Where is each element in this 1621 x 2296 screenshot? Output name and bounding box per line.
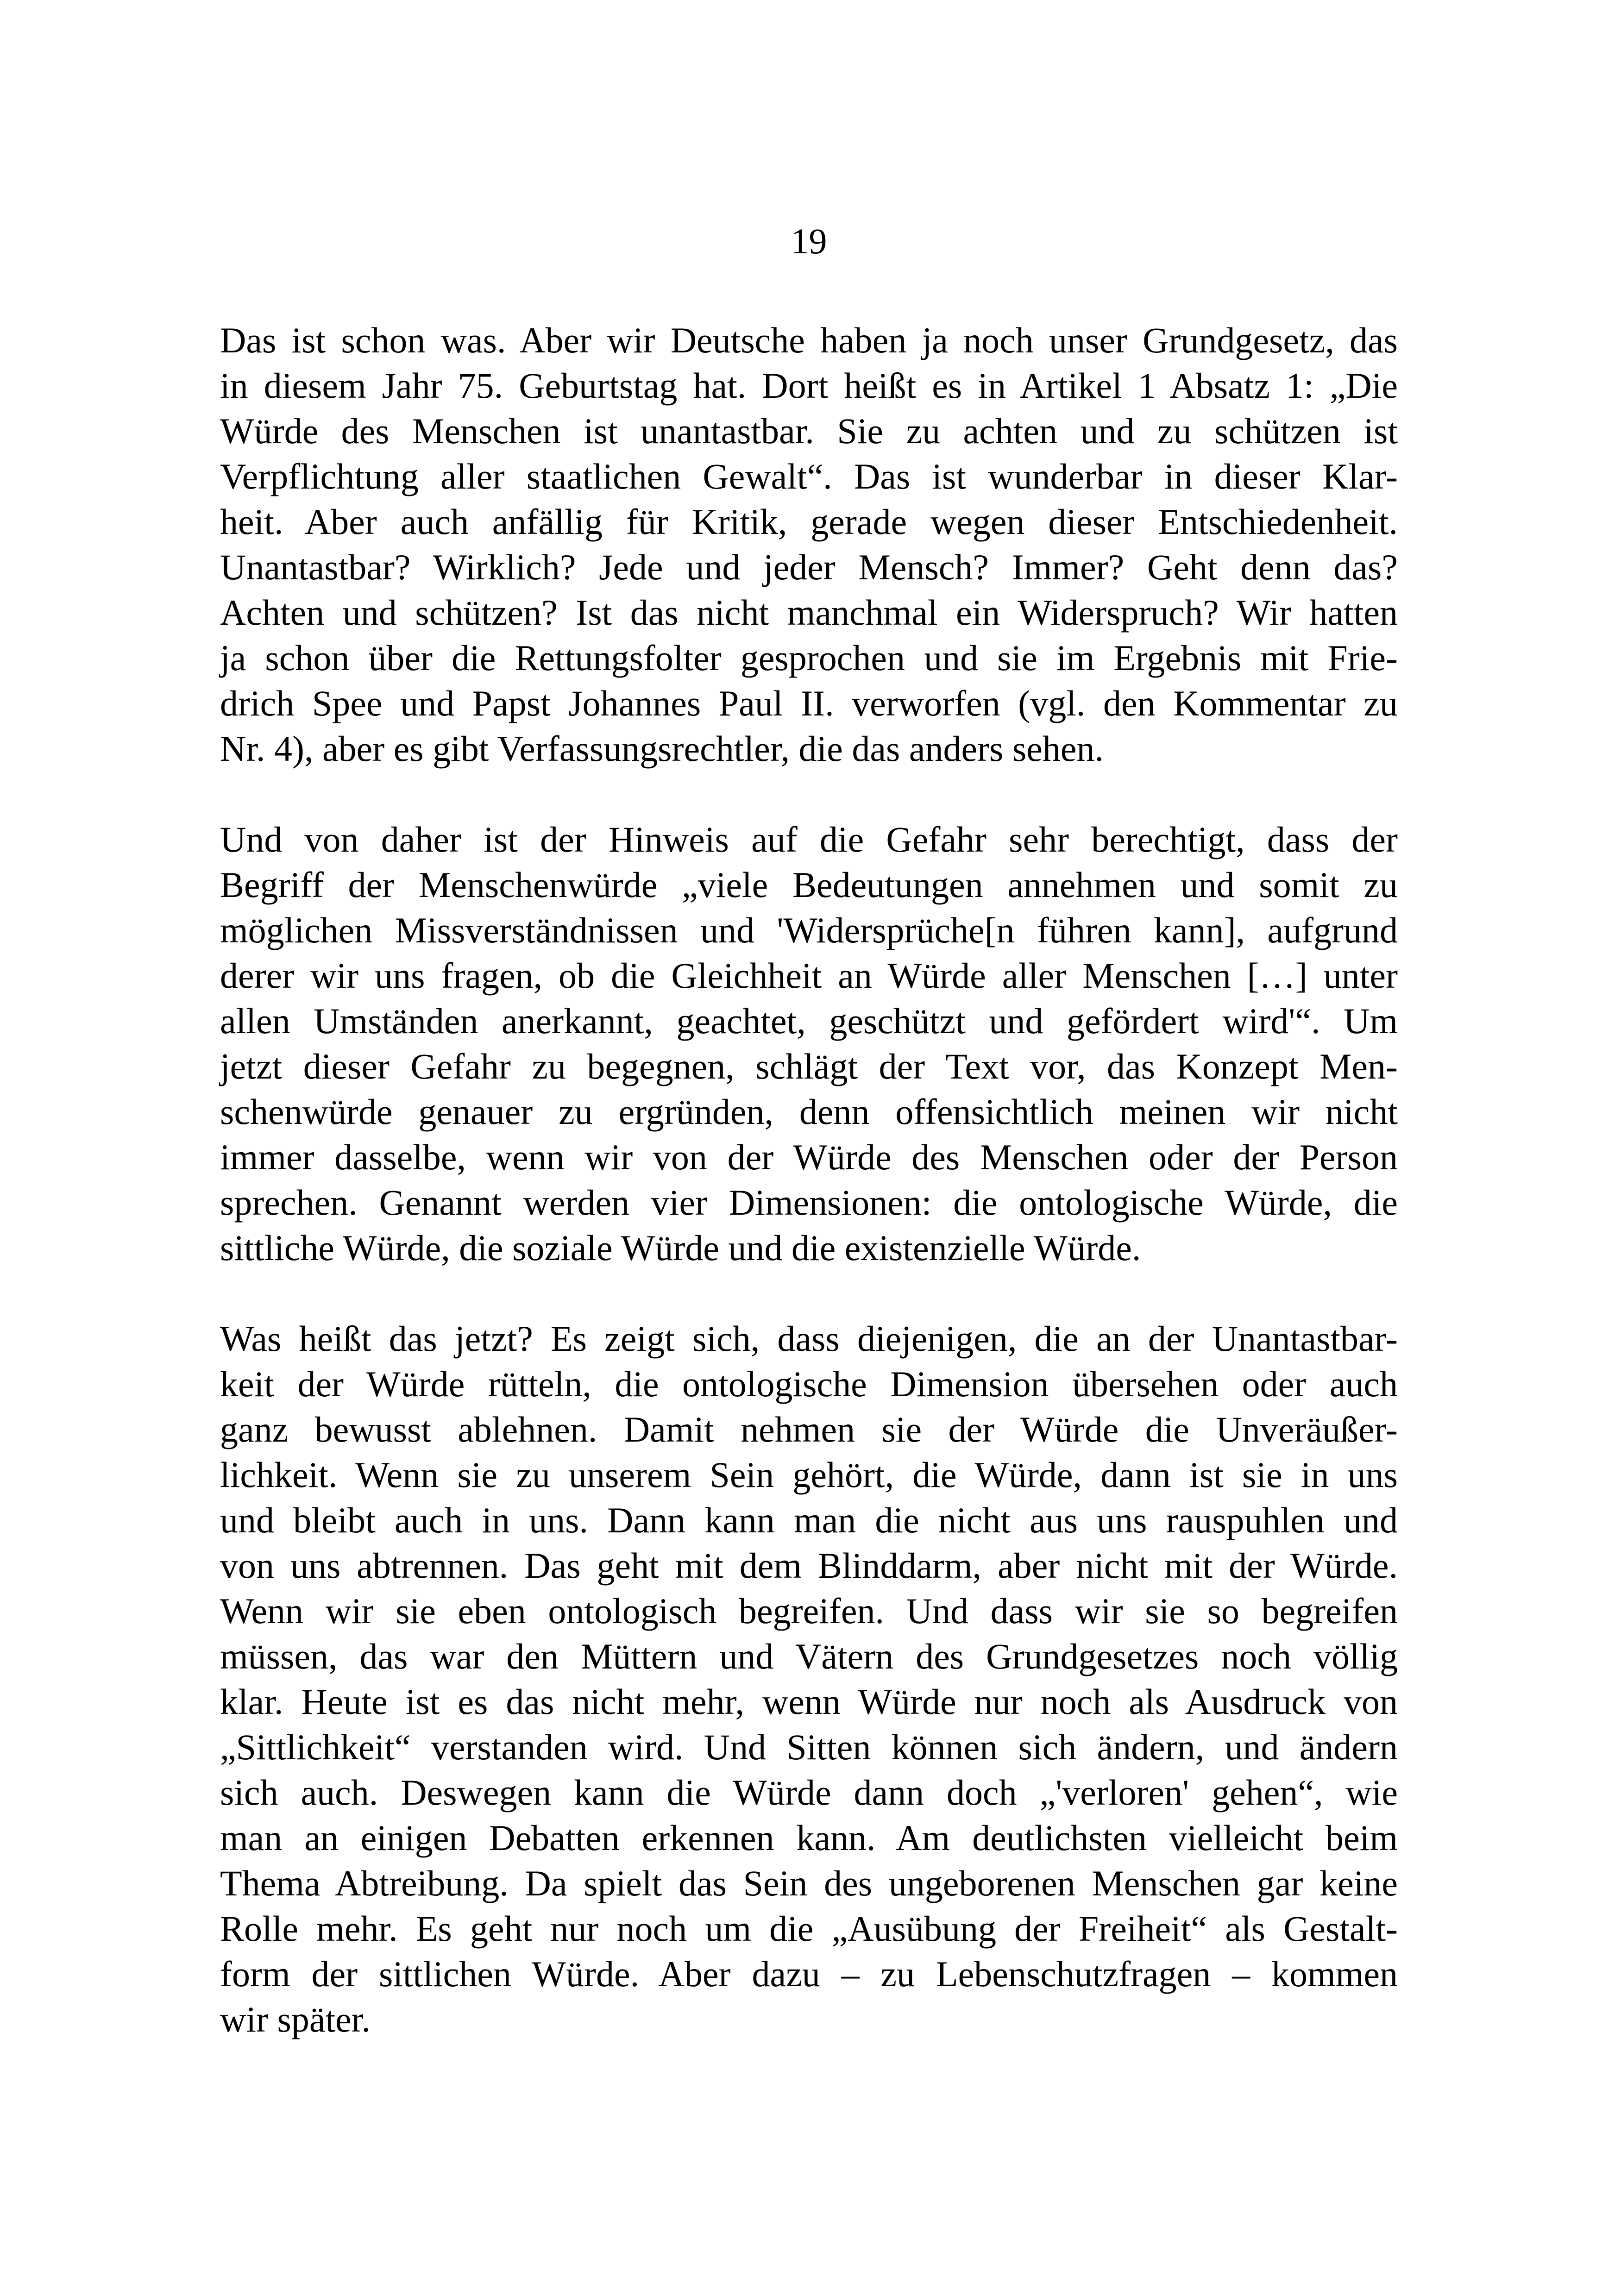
page-number: 19	[791, 221, 827, 261]
text-line: form der sittlichen Würde. Aber dazu – zu Lebenschutzfragen – kommen	[220, 1954, 1398, 1994]
text-line: ganz bewusst ablehnen. Damit nehmen sie der Würde die Unveräußer-	[220, 1409, 1398, 1449]
text-line: jetzt dieser Gefahr zu begegnen, schlägt der Text vor, das Konzept Men-	[220, 1046, 1398, 1086]
text-line: von uns abtrennen. Das geht mit dem Blinddarm, aber nicht mit der Würde.	[220, 1545, 1398, 1586]
text-line: klar. Heute ist es das nicht mehr, wenn Würde nur noch als Ausdruck von	[220, 1681, 1398, 1722]
text-line: ja schon über die Rettungsfolter gesprochen und sie im Ergebnis mit Frie-	[220, 638, 1398, 678]
text-line: und bleibt auch in uns. Dann kann man die nicht aus uns rauspuhlen und	[220, 1500, 1398, 1540]
text-line: Nr. 4), aber es gibt Verfassungsrechtler, die das anders sehen.	[220, 728, 1104, 769]
text-line: Wenn wir sie eben ontologisch begreifen. Und dass wir sie so begreifen	[220, 1591, 1398, 1631]
text-line: derer wir uns fragen, ob die Gleichheit an Würde aller Menschen […] unter	[220, 955, 1398, 996]
text-line: keit der Würde rütteln, die ontologische Dimension übersehen oder auch	[220, 1364, 1398, 1404]
text-line: in diesem Jahr 75. Geburtstag hat. Dort heißt es in Artikel 1 Absatz 1: „Die	[220, 365, 1398, 406]
text-line: schenwürde genauer zu ergründen, denn offensichtlich meinen wir nicht	[220, 1092, 1398, 1132]
text-line: Würde des Menschen ist unantastbar. Sie zu achten und zu schützen ist	[220, 411, 1398, 451]
text-line: Achten und schützen? Ist das nicht manchmal ein Widerspruch? Wir hatten	[220, 592, 1398, 633]
text-line: möglichen Missverständnissen und 'Widersprüche[n führen kann], aufgrund	[220, 910, 1398, 950]
text-line: lichkeit. Wenn sie zu unserem Sein gehört, die Würde, dann ist sie in uns	[220, 1455, 1398, 1495]
text-line: Verpflichtung aller staatlichen Gewalt“. Das ist wunderbar in dieser Klar-	[220, 456, 1398, 496]
text-line: drich Spee und Papst Johannes Paul II. verworfen (vgl. den Kommentar zu	[220, 683, 1398, 723]
text-line: heit. Aber auch anfällig für Kritik, gerade wegen dieser Entschiedenheit.	[220, 502, 1398, 542]
text-line: wir später.	[220, 1999, 371, 2039]
text-line: Was heißt das jetzt? Es zeigt sich, dass diejenigen, die an der Unantastbar-	[220, 1318, 1398, 1359]
text-line: Das ist schon was. Aber wir Deutsche haben ja noch unser Grundgesetz, das	[220, 320, 1398, 360]
text-line: allen Umständen anerkannt, geachtet, geschützt und gefördert wird'“. Um	[220, 1001, 1398, 1041]
text-line: sprechen. Genannt werden vier Dimensionen: die ontologische Würde, die	[220, 1182, 1398, 1223]
paragraph	[220, 1316, 1398, 2042]
paragraph	[220, 318, 1398, 772]
text-line: sich auch. Deswegen kann die Würde dann doch „'verloren' gehen“, wie	[220, 1772, 1398, 1813]
text-line: müssen, das war den Müttern und Vätern des Grundgesetzes noch völlig	[220, 1636, 1398, 1676]
text-line: Rolle mehr. Es geht nur noch um die „Ausübung der Freiheit“ als Gestalt-	[220, 1908, 1398, 1949]
text-line: sittliche Würde, die soziale Würde und die existenzielle Würde.	[220, 1228, 1141, 1268]
text-line: Begriff der Menschenwürde „viele Bedeutungen annehmen und somit zu	[220, 865, 1398, 905]
text-line: Unantastbar? Wirklich? Jede und jeder Mensch? Immer? Geht denn das?	[220, 547, 1398, 587]
text-line: Thema Abtreibung. Da spielt das Sein des ungeborenen Menschen gar keine	[220, 1863, 1398, 1903]
text-line: Und von daher ist der Hinweis auf die Gefahr sehr berechtigt, dass der	[220, 819, 1398, 859]
text-line: man an einigen Debatten erkennen kann. Am deutlichsten vielleicht beim	[220, 1818, 1398, 1858]
text-line: immer dasselbe, wenn wir von der Würde des Menschen oder der Person	[220, 1137, 1398, 1177]
paragraph	[220, 817, 1398, 1271]
body-text	[220, 318, 1398, 2088]
text-line: „Sittlichkeit“ verstanden wird. Und Sitten können sich ändern, und ändern	[220, 1727, 1398, 1767]
